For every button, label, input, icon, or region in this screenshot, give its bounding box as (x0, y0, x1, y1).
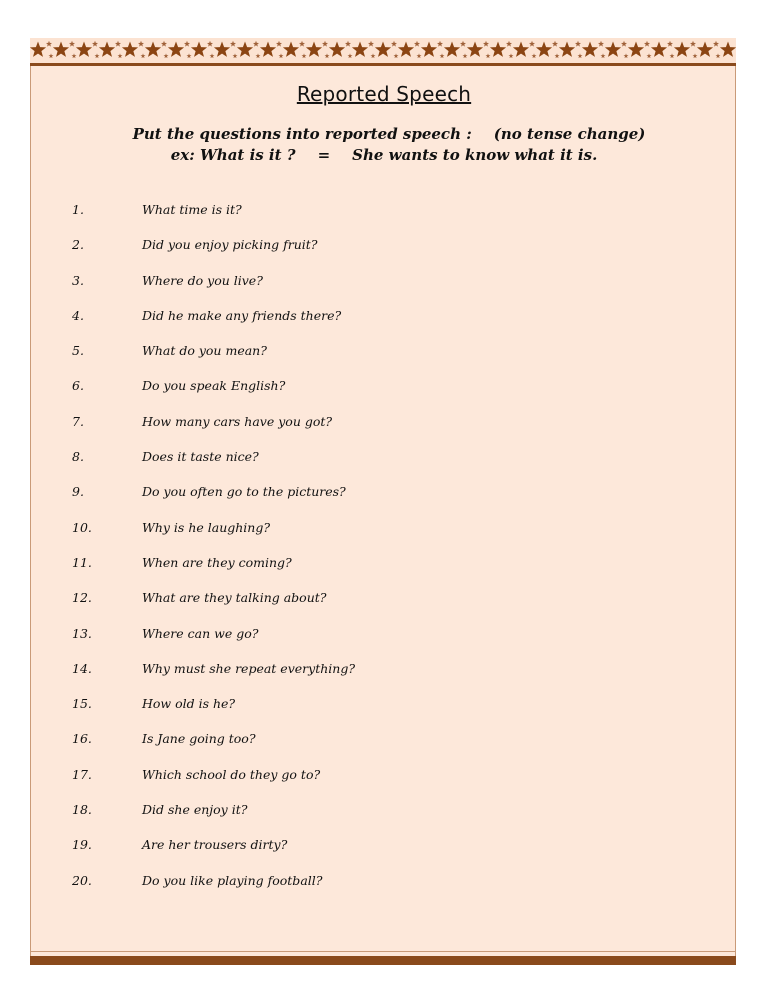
star-icon (644, 41, 650, 47)
bottom-divider (30, 951, 736, 952)
star-icon (720, 42, 736, 57)
bottom-border (30, 956, 736, 965)
instruction-text: Put the questions into reported speech : (132, 125, 472, 143)
star-icon (122, 42, 138, 57)
star-icon (329, 42, 345, 57)
page-title: Reported Speech (296, 82, 472, 106)
instruction-line (0, 124, 768, 145)
star-icon (375, 42, 391, 57)
star-pattern-icon (30, 38, 736, 63)
star-icon (168, 42, 184, 57)
question-text: Do you like playing football? (142, 872, 323, 888)
star-icon (467, 42, 483, 57)
question-number: 6. (72, 378, 84, 394)
star-icon (417, 53, 422, 58)
question-number: 3. (72, 272, 84, 288)
star-icon (256, 53, 261, 58)
question-number: 14. (72, 660, 92, 676)
star-icon (490, 42, 506, 57)
question-text: What time is it? (142, 202, 242, 217)
star-icon (72, 53, 77, 58)
question-text: Which school do they go to? (142, 766, 321, 782)
star-icon (115, 41, 121, 47)
star-icon (145, 42, 161, 57)
star-icon (306, 42, 322, 57)
star-icon (391, 41, 397, 47)
star-icon (92, 41, 98, 47)
question-text: What are they talking about? (142, 590, 327, 606)
star-icon (513, 42, 529, 57)
star-icon (214, 42, 230, 57)
star-icon (486, 53, 491, 58)
question-text: When are they coming? (142, 554, 292, 570)
example-question: ex: What is it ? (170, 146, 296, 164)
star-icon (716, 53, 721, 58)
star-icon (444, 42, 460, 57)
worksheet-page (30, 38, 736, 965)
question-text: Why must she repeat everything? (142, 660, 356, 676)
star-icon (237, 42, 253, 57)
star-icon (187, 53, 192, 58)
star-icon (421, 42, 437, 57)
question-number: 12. (72, 590, 92, 606)
star-icon (647, 53, 652, 58)
star-icon (414, 41, 420, 47)
question-number: 5. (72, 343, 84, 359)
star-icon (207, 41, 213, 47)
question-text: Is Jane going too? (142, 731, 256, 747)
star-icon (598, 41, 604, 47)
star-icon (582, 42, 598, 57)
question-text: What do you mean? (142, 343, 267, 359)
star-icon (628, 42, 644, 57)
star-icon (651, 42, 667, 57)
star-icon (697, 42, 713, 57)
question-number: 2. (72, 237, 84, 253)
star-icon (667, 41, 673, 47)
example-equals: = (317, 146, 331, 164)
star-icon (352, 42, 368, 57)
star-icon (605, 42, 621, 57)
question-number: 11. (72, 554, 92, 570)
star-icon (394, 53, 399, 58)
star-border-decoration (30, 38, 736, 66)
star-icon (325, 53, 330, 58)
question-number: 19. (72, 837, 92, 853)
question-number: 7. (72, 413, 84, 429)
question-text: Are her trousers dirty? (142, 837, 288, 853)
question-text: How many cars have you got? (142, 413, 333, 429)
star-icon (118, 53, 123, 58)
star-icon (536, 42, 552, 57)
star-icon (69, 41, 75, 47)
star-icon (30, 42, 46, 57)
star-icon (529, 41, 535, 47)
star-icon (210, 53, 215, 58)
question-text: How old is he? (142, 696, 236, 712)
star-icon (483, 41, 489, 47)
question-number: 1. (72, 202, 84, 217)
star-icon (559, 42, 575, 57)
star-icon (141, 53, 146, 58)
star-icon (460, 41, 466, 47)
star-icon (260, 42, 276, 57)
star-icon (670, 53, 675, 58)
star-icon (674, 42, 690, 57)
question-text: Do you often go to the pictures? (142, 484, 346, 500)
star-icon (578, 53, 583, 58)
star-icon (161, 41, 167, 47)
star-icon (532, 53, 537, 58)
star-icon (440, 53, 445, 58)
question-text: Where can we go? (142, 625, 259, 641)
instruction-note: (no tense change) (493, 125, 646, 143)
star-icon (348, 53, 353, 58)
star-icon (509, 53, 514, 58)
star-icon (53, 42, 69, 57)
question-number: 20. (72, 872, 92, 888)
star-icon (552, 41, 558, 47)
question-number: 9. (72, 484, 84, 500)
question-number: 18. (72, 802, 92, 818)
star-icon (99, 42, 115, 57)
star-icon (230, 41, 236, 47)
star-icon (713, 41, 719, 47)
star-icon (46, 41, 52, 47)
instructions (0, 124, 768, 166)
star-icon (299, 41, 305, 47)
question-number: 16. (72, 731, 92, 747)
star-icon (368, 41, 374, 47)
question-number: 4. (72, 307, 84, 323)
star-icon (283, 42, 299, 57)
star-icon (624, 53, 629, 58)
example-answer: She wants to know what it is. (352, 146, 598, 164)
star-icon (184, 41, 190, 47)
star-icon (575, 41, 581, 47)
star-icon (345, 41, 351, 47)
question-text: Did he make any friends there? (142, 307, 342, 323)
star-icon (191, 42, 207, 57)
star-icon (233, 53, 238, 58)
star-icon (555, 53, 560, 58)
star-icon (690, 41, 696, 47)
question-text: Where do you live? (142, 272, 263, 288)
star-icon (138, 41, 144, 47)
star-icon (601, 53, 606, 58)
star-icon (253, 41, 259, 47)
star-icon (164, 53, 169, 58)
star-icon (398, 42, 414, 57)
star-icon (506, 41, 512, 47)
question-number: 15. (72, 696, 92, 712)
question-text: Why is he laughing? (142, 519, 271, 535)
star-icon (371, 53, 376, 58)
question-number: 8. (72, 449, 84, 465)
question-text: Does it taste nice? (142, 449, 259, 465)
question-number: 10. (72, 519, 92, 535)
star-icon (302, 53, 307, 58)
question-number: 17. (72, 766, 92, 782)
star-icon (693, 53, 698, 58)
star-icon (621, 41, 627, 47)
star-icon (279, 53, 284, 58)
star-icon (276, 41, 282, 47)
question-text: Do you speak English? (142, 378, 286, 394)
star-icon (49, 53, 54, 58)
star-icon (95, 53, 100, 58)
star-icon (463, 53, 468, 58)
example-line (0, 145, 768, 166)
star-icon (437, 41, 443, 47)
star-icon (322, 41, 328, 47)
star-icon (76, 42, 92, 57)
question-text: Did she enjoy it? (142, 802, 248, 818)
question-text: Did you enjoy picking fruit? (142, 237, 318, 253)
question-number: 13. (72, 625, 92, 641)
